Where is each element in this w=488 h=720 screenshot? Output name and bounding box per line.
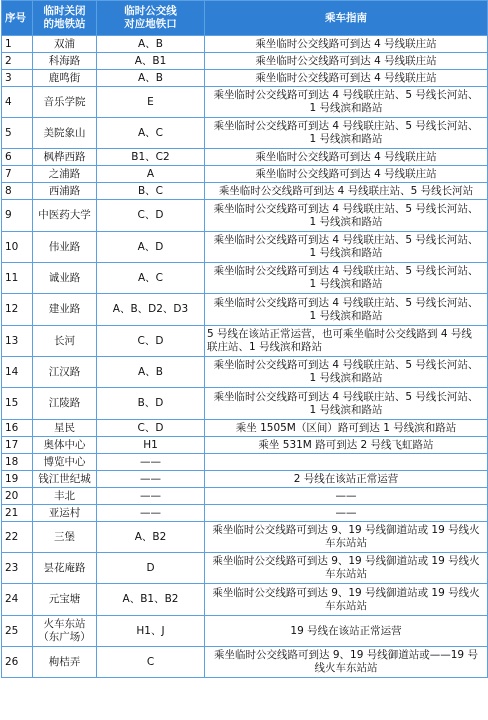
travel-guide-line: 车东站站 [325,599,367,612]
bus-exit: A、B、D2、D3 [97,294,205,326]
table-row [2,183,488,200]
row-number: 3 [2,70,33,87]
station-name: 西浦路 [33,183,97,200]
travel-guide-line: 1 号线滨和路站 [309,102,383,114]
table-row [2,616,488,647]
travel-guide [205,118,488,149]
station-name: 江汉路 [33,357,97,388]
station-name: 双浦 [33,36,97,53]
station-name: 火车东站（东广场） [33,616,97,647]
row-number: 13 [2,326,33,357]
travel-guide [205,488,488,505]
travel-guide [205,70,488,87]
station-name: 奥体中心 [33,437,97,454]
table-row [2,326,488,357]
table-row [2,263,488,294]
table-row [2,522,488,553]
header-exit-line2: 对应地铁口 [124,18,177,30]
row-number: 15 [2,388,33,420]
travel-guide-line: 1 号线滨和路站 [309,215,383,228]
travel-guide-line: 1 号线滨和路站 [309,372,383,384]
travel-guide-line: 乘坐临时公交线路可到达 4 号线联庄站、5 号线长河站、 [213,390,479,403]
station-name: 钱江世纪城 [33,471,97,488]
travel-guide-line: 联庄站、1 号线滨和路站 [207,341,323,353]
travel-guide-line: —— [335,489,357,502]
row-number: 25 [2,616,33,647]
travel-guide-line: 1 号线滨和路站 [309,278,383,290]
travel-guide [205,471,488,488]
row-number: 11 [2,263,33,294]
station-name: 科海路 [33,53,97,70]
table-row [2,471,488,488]
travel-guide [205,357,488,388]
travel-guide-line: 车东站站 [325,568,367,580]
travel-guide-line: 2 号线在该站正常运营 [293,472,399,485]
bus-exit: B、C [97,183,205,200]
table-row [2,420,488,437]
travel-guide [205,232,488,263]
table-row [2,232,488,263]
station-name: 丰北 [33,488,97,505]
station-name: 建业路 [33,294,97,326]
travel-guide [205,437,488,454]
travel-guide-line: 1 号线滨和路站 [309,403,383,416]
travel-guide-line: —— [335,506,357,519]
station-name: 枸桔弄 [33,647,97,678]
table-row [2,488,488,505]
table-row [2,388,488,420]
travel-guide-line: 乘坐临时公交线路可到达 4 号线联庄站 [255,71,437,84]
row-number: 4 [2,87,33,118]
header-row [2,1,488,36]
table-header [2,1,488,36]
bus-exit: B、D [97,388,205,420]
bus-exit: A、B1、B2 [97,584,205,616]
travel-guide-line: 乘坐临时公交线路可到达 4 号线联庄站、5 号线长河站、 [213,359,479,371]
bus-exit: C、D [97,420,205,437]
station-name: 江陵路 [33,388,97,420]
row-number: 22 [2,522,33,553]
travel-guide-line: 1 号线滨和路站 [309,309,383,322]
bus-exit: H1 [97,437,205,454]
row-number: 19 [2,471,33,488]
station-name: 伟业路 [33,232,97,263]
row-number: 1 [2,36,33,53]
header-exit [97,1,205,36]
travel-guide-line: 乘坐 1505M（区间）路可到达 1 号线滨和路站 [235,421,457,434]
travel-guide [205,454,488,471]
travel-guide-line: 乘坐临时公交线路可到达 4 号线联庄站、5 号线长河站、 [213,265,479,277]
travel-guide [205,53,488,70]
row-number: 24 [2,584,33,616]
travel-guide [205,149,488,166]
row-number: 21 [2,505,33,522]
row-number: 16 [2,420,33,437]
travel-guide [205,420,488,437]
bus-exit: B1、C2 [97,149,205,166]
travel-guide [205,200,488,232]
header-exit-line1: 临时公交线 [124,5,177,17]
closed-stations-table [1,0,488,678]
station-name: 元宝塘 [33,584,97,616]
bus-exit: C [97,647,205,678]
table-row [2,505,488,522]
header-station-line1: 临时关闭 [43,5,86,17]
travel-guide [205,294,488,326]
travel-guide [205,87,488,118]
row-number: 17 [2,437,33,454]
bus-exit: A、C [97,263,205,294]
station-name: 鹿鸣街 [33,70,97,87]
travel-guide [205,326,488,357]
travel-guide [205,183,488,200]
row-number: 2 [2,53,33,70]
bus-exit: A、C [97,118,205,149]
travel-guide-line: 乘坐临时公交线路可到达 9、19 号线御道站或 19 号线火 [212,555,480,567]
travel-guide [205,388,488,420]
travel-guide-line: 乘坐临时公交线路可到达 4 号线联庄站、5 号线长河站、 [213,296,479,309]
row-number: 9 [2,200,33,232]
station-name: 美院象山 [33,118,97,149]
travel-guide [205,647,488,678]
row-number: 20 [2,488,33,505]
row-number: 6 [2,149,33,166]
travel-guide-line: 乘坐临时公交线路可到达 4 号线联庄站 [255,54,437,67]
travel-guide [205,505,488,522]
bus-exit: C、D [97,200,205,232]
travel-guide [205,616,488,647]
travel-guide [205,263,488,294]
bus-exit: A、B1 [97,53,205,70]
travel-guide [205,553,488,584]
row-number: 8 [2,183,33,200]
table-row [2,36,488,53]
table-row [2,53,488,70]
travel-guide [205,522,488,553]
station-name: 星民 [33,420,97,437]
bus-exit: D [97,553,205,584]
table-row [2,553,488,584]
row-number: 14 [2,357,33,388]
bus-exit: H1、J [97,616,205,647]
travel-guide [205,166,488,183]
row-number: 23 [2,553,33,584]
bus-exit: A [97,166,205,183]
travel-guide-line: 乘坐临时公交线路可到达 9、19 号线御道站或 19 号线火 [212,524,480,536]
travel-guide-line: 乘坐 531M 路可到达 2 号线飞虹路站 [258,438,434,451]
station-name: 之浦路 [33,166,97,183]
header-station-line2: 的地铁站 [43,18,86,30]
row-number: 26 [2,647,33,678]
header-station [33,1,97,36]
table-row [2,357,488,388]
station-name: 博览中心 [33,454,97,471]
row-number: 12 [2,294,33,326]
travel-guide-line: 乘坐临时公交线路可到达 4 号线联庄站、5 号线长河站 [218,184,474,197]
travel-guide-line: 19 号线在该站正常运营 [290,624,402,637]
station-name: 三堡 [33,522,97,553]
bus-exit: A、B [97,70,205,87]
travel-guide-line: 1 号线滨和路站 [309,133,383,145]
travel-guide-line: 乘坐临时公交线路可到达 4 号线联庄站、5 号线长河站、 [213,120,479,132]
bus-exit: —— [97,488,205,505]
station-name: 亚运村 [33,505,97,522]
station-name: 长河 [33,326,97,357]
table-row [2,200,488,232]
table-row [2,454,488,471]
travel-guide [205,584,488,616]
header-no: 序号 [2,1,33,36]
station-name: 昙花庵路 [33,553,97,584]
closure-table-container [1,0,487,678]
bus-exit: C、D [97,326,205,357]
bus-exit: —— [97,505,205,522]
table-row [2,87,488,118]
travel-guide-line: 5 号线在该站正常运营，也可乘坐临时公交线路到 4 号线 [207,328,472,340]
travel-guide-line: 乘坐临时公交线路可到达 9、19 号线御道站或——19 号 [214,649,478,661]
table-row [2,149,488,166]
table-row [2,437,488,454]
header-guide: 乘车指南 [205,1,488,36]
travel-guide-line: 线火车东站站 [314,662,378,674]
bus-exit: A、D [97,232,205,263]
travel-guide-line: 乘坐临时公交线路可到达 4 号线联庄站 [255,150,437,163]
table-row [2,70,488,87]
travel-guide-line: 乘坐临时公交线路可到达 9、19 号线御道站或 19 号线火 [212,586,480,599]
row-number: 7 [2,166,33,183]
table-row [2,166,488,183]
bus-exit: A、B [97,36,205,53]
travel-guide [205,36,488,53]
travel-guide-line: 车东站站 [325,537,367,549]
bus-exit: —— [97,454,205,471]
table-row [2,584,488,616]
travel-guide-line: 乘坐临时公交线路可到达 4 号线联庄站、5 号线长河站、 [213,89,479,101]
travel-guide-line: 乘坐临时公交线路可到达 4 号线联庄站 [255,167,437,180]
travel-guide-line: 乘坐临时公交线路可到达 4 号线联庄站、5 号线长河站、 [213,202,479,215]
row-number: 10 [2,232,33,263]
table-body [2,36,488,678]
travel-guide-line: 乘坐临时公交线路可到达 4 号线联庄站 [255,37,437,50]
station-name: 诚业路 [33,263,97,294]
station-name: 音乐学院 [33,87,97,118]
bus-exit: A、B [97,357,205,388]
table-row [2,647,488,678]
table-row [2,294,488,326]
travel-guide-line: 1 号线滨和路站 [309,247,383,259]
row-number: 18 [2,454,33,471]
bus-exit: —— [97,471,205,488]
bus-exit: E [97,87,205,118]
table-row [2,118,488,149]
bus-exit: A、B2 [97,522,205,553]
station-name: 中医药大学 [33,200,97,232]
travel-guide-line: 乘坐临时公交线路可到达 4 号线联庄站、5 号线长河站、 [213,234,479,246]
station-name: 枫桦西路 [33,149,97,166]
row-number: 5 [2,118,33,149]
